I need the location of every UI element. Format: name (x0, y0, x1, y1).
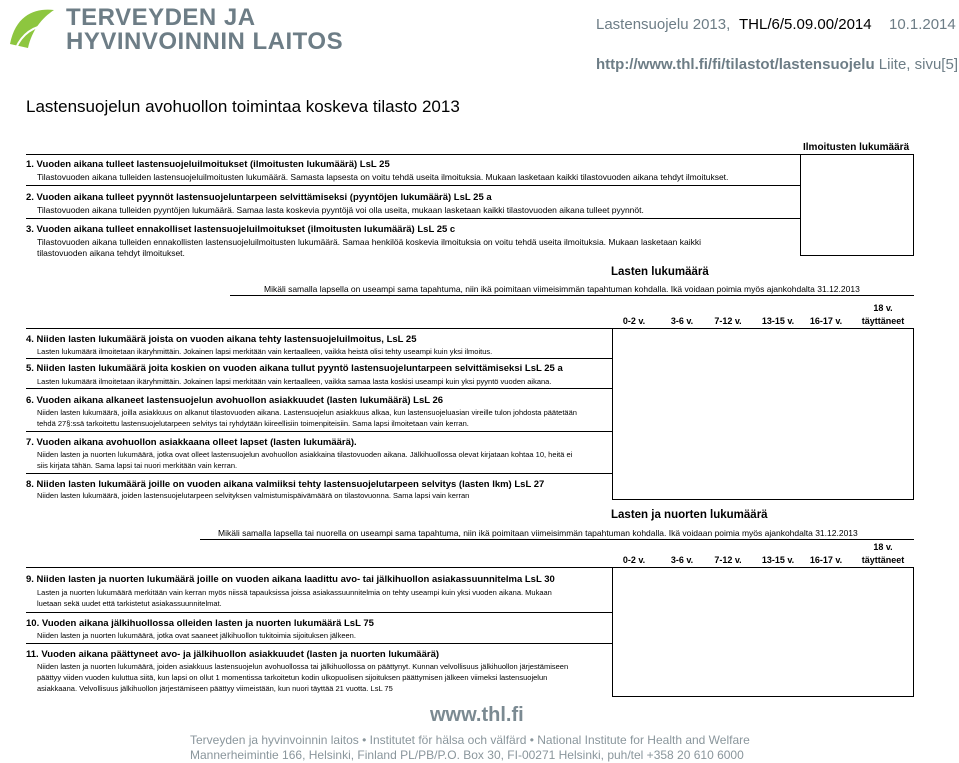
q11-desc-3: asiakkaana. Velvollisuus jälkihuollon järjestämiseen päättyy viimeistään, kun nuori täyttää 21 vuotta. LsL 75 (37, 684, 393, 693)
footer-line-2: Mannerheimintie 166, Helsinki, Finland PL/PB/P.O. Box 30, FI-00271 Helsinki, puh/tel +358 20 610 6000 (190, 748, 744, 762)
footer-brand-link[interactable]: www.thl.fi (430, 704, 524, 726)
col-3-6: 3-6 v. (670, 316, 694, 326)
lasten-lukumaara-title: Lasten lukumäärä (611, 266, 709, 278)
q9-desc-2: luetaan sekä uudet että tarkistetut asiakassuunnitelmat. (37, 599, 222, 608)
col-18-line1: 18 v. (873, 303, 893, 313)
page-title: Lastensuojelun avohuollon toimintaa koskeva tilasto 2013 (26, 97, 460, 116)
q2-desc: Tilastovuoden aikana tulleiden pyyntöjen lukumäärä. Samaa lasta koskevia pyyntöjä voi olla useita, mukaan lasketaan kaikki tilastovuoden aikana tulleet pyynnöt. (37, 205, 644, 215)
col-18-line2: täyttäneet (861, 316, 905, 326)
section3-note: Mikäli samalla lapsella tai nuorella on useampi sama tapahtuma, niin ikä poimitaan viimeisimmän tapahtuman kohdalla. Ikä voidaan poimia myös ajankohdalta 31.12.2013 (218, 528, 858, 538)
s3-col-13-15: 13-15 v. (761, 555, 795, 565)
q7-title: 7. Vuoden aikana avohuollon asiakkaana olleet lapset (lasten lukumäärä). (26, 437, 357, 448)
thl-logo-icon (6, 4, 58, 52)
col-7-12: 7-12 v. (714, 316, 742, 326)
logo-line1: TERVEYDEN JA (66, 4, 256, 31)
q11-desc-2: päättyy viiden vuoden kuluttua siitä, kun lapsi on ollut 1 momentissa tarkoitetun kodin ulkopuolisen sijoituksen päättymisen jälkeen viimeksi lastensuojelun (37, 673, 548, 682)
section3-input-grid[interactable] (612, 567, 914, 697)
q5-desc: Lasten lukumäärä ilmoitetaan ikäryhmittäin. Jokainen lapsi merkitään vain kertaalleen, vaikka samaa lasta koskisi useampi kuin yksi pyyntö vuoden aikana. (37, 377, 552, 386)
q6-title: 6. Vuoden aikana alkaneet lastensuojelun avohuollon asiakkuudet (lasten lukumäärä) LsL 26 (26, 395, 444, 406)
page-ref: Liite, sivu[5] (878, 56, 958, 73)
col-13-15: 13-15 v. (761, 316, 795, 326)
logo-line2: HYVINVOINNIN LAITOS (66, 28, 344, 55)
s3-col-3-6: 3-6 v. (670, 555, 694, 565)
q7-desc-1: Niiden lasten ja nuorten lukumäärä, jotka ovat olleet lastensuojelun avohuollon asiakkaina tilastovuoden aikana. Jälkihuollossa olevat kirjataan kohtaa 10, heitä ei (37, 450, 573, 459)
q5-title: 5. Niiden lasten lukumäärä joita koskien on vuoden aikana tullut pyyntö lastensuojeluntarpeen selvittämiseksi LsL 25 a (26, 363, 563, 374)
col-16-17: 16-17 v. (809, 316, 843, 326)
q1-desc: Tilastovuoden aikana tulleiden lastensuojeluilmoitusten lukumäärä. Samasta lapsesta on voitu tehdä useita ilmoituksia. Mukaan lasketaan kaikki tilastovuoden aikana tehdyt ilmoitukset. (37, 172, 729, 182)
section2-note: Mikäli samalla lapsella on useampi sama tapahtuma, niin ikä poimitaan viimeisimmän tapahtuman kohdalla. Ikä voidaan poimia myös ajankohdalta 31.12.2013 (264, 284, 860, 294)
q8-title: 8. Niiden lasten lukumäärä joille on vuoden aikana valmiiksi tehty lastensuojelutarpeen selvitys (lasten lkm) LsL 27 (26, 479, 545, 490)
q8-desc: Niiden lasten lukumäärä, joiden lastensuojelutarpeen selvityksen valmistumispäivämäärä on tilastovuonna. Sama lapsi vain kerran (37, 491, 470, 500)
s3-col-0-2: 0-2 v. (622, 555, 646, 565)
q10-title: 10. Vuoden aikana jälkihuollossa olleiden lasten ja nuorten lukumäärä LsL 75 (26, 618, 374, 629)
q3-title: 3. Vuoden aikana tulleet ennakolliset lastensuojeluilmoitukset (ilmoitusten lukumäärä) LsL 25 c (26, 224, 456, 235)
col-0-2: 0-2 v. (622, 316, 646, 326)
stats-url-link[interactable]: http://www.thl.fi/fi/tilastot/lastensuojelu (596, 56, 875, 73)
doc-code: THL/6/5.09.00/2014 (739, 16, 872, 33)
doc-ref: Lastensuojelu 2013, (596, 16, 731, 33)
q3-desc-1: Tilastovuoden aikana tulleiden ennakollisten lastensuojeluilmoitusten lukumäärä. Samaa henkilöä koskevia ilmoituksia on voitu tehdä useita ilmoituksia. Mukaan lasketaan kaikki (37, 237, 702, 247)
s3-col-18-line2: täyttäneet (861, 555, 905, 565)
q2-title: 2. Vuoden aikana tulleet pyynnöt lastensuojeluntarpeen selvittämiseksi (pyyntöjen lukumäärä) LsL 25 a (26, 192, 492, 203)
q4-desc: Lasten lukumäärä ilmoitetaan ikäryhmittäin. Jokainen lapsi merkitään vain kertaalleen, vaikka heistä olisi tehty useampi kuin yksi ilmoitus. (37, 347, 493, 356)
s3-col-18-line1: 18 v. (873, 542, 893, 552)
q9-desc-1: Lasten ja nuorten lukumäärä merkitään vain kerran myös niissä tapauksissa joissa asiakassuunnitelmia on tehty useampi kuin yksi vuoden aikana. Mukaan (37, 588, 552, 597)
q6-desc-2: tehdä 27§:ssä tarkoitettu lastensuojelutarpeen selvitys tai ryhdytään kiireellisiin toimenpiteisiin. Sama lapsi ilmoitetaan vain kerran. (37, 419, 469, 428)
q9-title: 9. Niiden lasten ja nuorten lukumäärä joille on vuoden aikana laadittu avo- tai jälkihuollon asiakassuunnitelma LsL 30 (26, 574, 555, 585)
q7-desc-2: siis kirjata tähän. Sama lapsi tai nuori merkitään vain kerran. (37, 461, 238, 470)
q10-desc: Niiden lasten ja nuorten lukumäärä, jotka ovat saaneet jälkihuollon tukitoimia sijoituksen jälkeen. (37, 631, 356, 640)
q6-desc-1: Niiden lasten lukumäärä, joilla asiakkuus on alkanut tilastovuoden aikana. Lastensuojelun asiakkuus alkaa, kun lastensuojeluasian vireille tulon johdosta päätetään (37, 408, 577, 417)
q1-title: 1. Vuoden aikana tulleet lastensuojeluilmoitukset (ilmoitusten lukumäärä) LsL 25 (26, 159, 390, 170)
s3-col-16-17: 16-17 v. (809, 555, 843, 565)
q4-title: 4. Niiden lasten lukumäärä joista on vuoden aikana tehty lastensuojeluilmoitus, LsL 25 (26, 334, 417, 345)
section1-input-box[interactable] (800, 154, 914, 256)
section2-input-grid[interactable] (612, 328, 914, 500)
footer-line-1: Terveyden ja hyvinvoinnin laitos • Institutet för hälsa och välfärd • National Institute for Health and Welfare (190, 733, 750, 747)
ilmoitusten-lukumaara-label: Ilmoitusten lukumäärä (803, 142, 910, 153)
q11-title: 11. Vuoden aikana päättyneet avo- ja jälkihuollon asiakkuudet (lasten ja nuorten lukumäärä) (26, 649, 440, 660)
q3-desc-2: tilastovuoden aikana tehdyt ilmoitukset. (37, 248, 185, 258)
doc-date: 10.1.2014 (889, 16, 956, 33)
s3-col-7-12: 7-12 v. (714, 555, 742, 565)
q11-desc-1: Niiden lasten ja nuorten lukumäärä, joiden asiakkuus lastensuojelun avohuollossa tai jälkihuollossa on päättynyt. Kunnan velvollisuus jälkihuollon järjestämiseen (37, 662, 569, 671)
lasten-ja-nuorten-lukumaara-title: Lasten ja nuorten lukumäärä (611, 509, 768, 521)
